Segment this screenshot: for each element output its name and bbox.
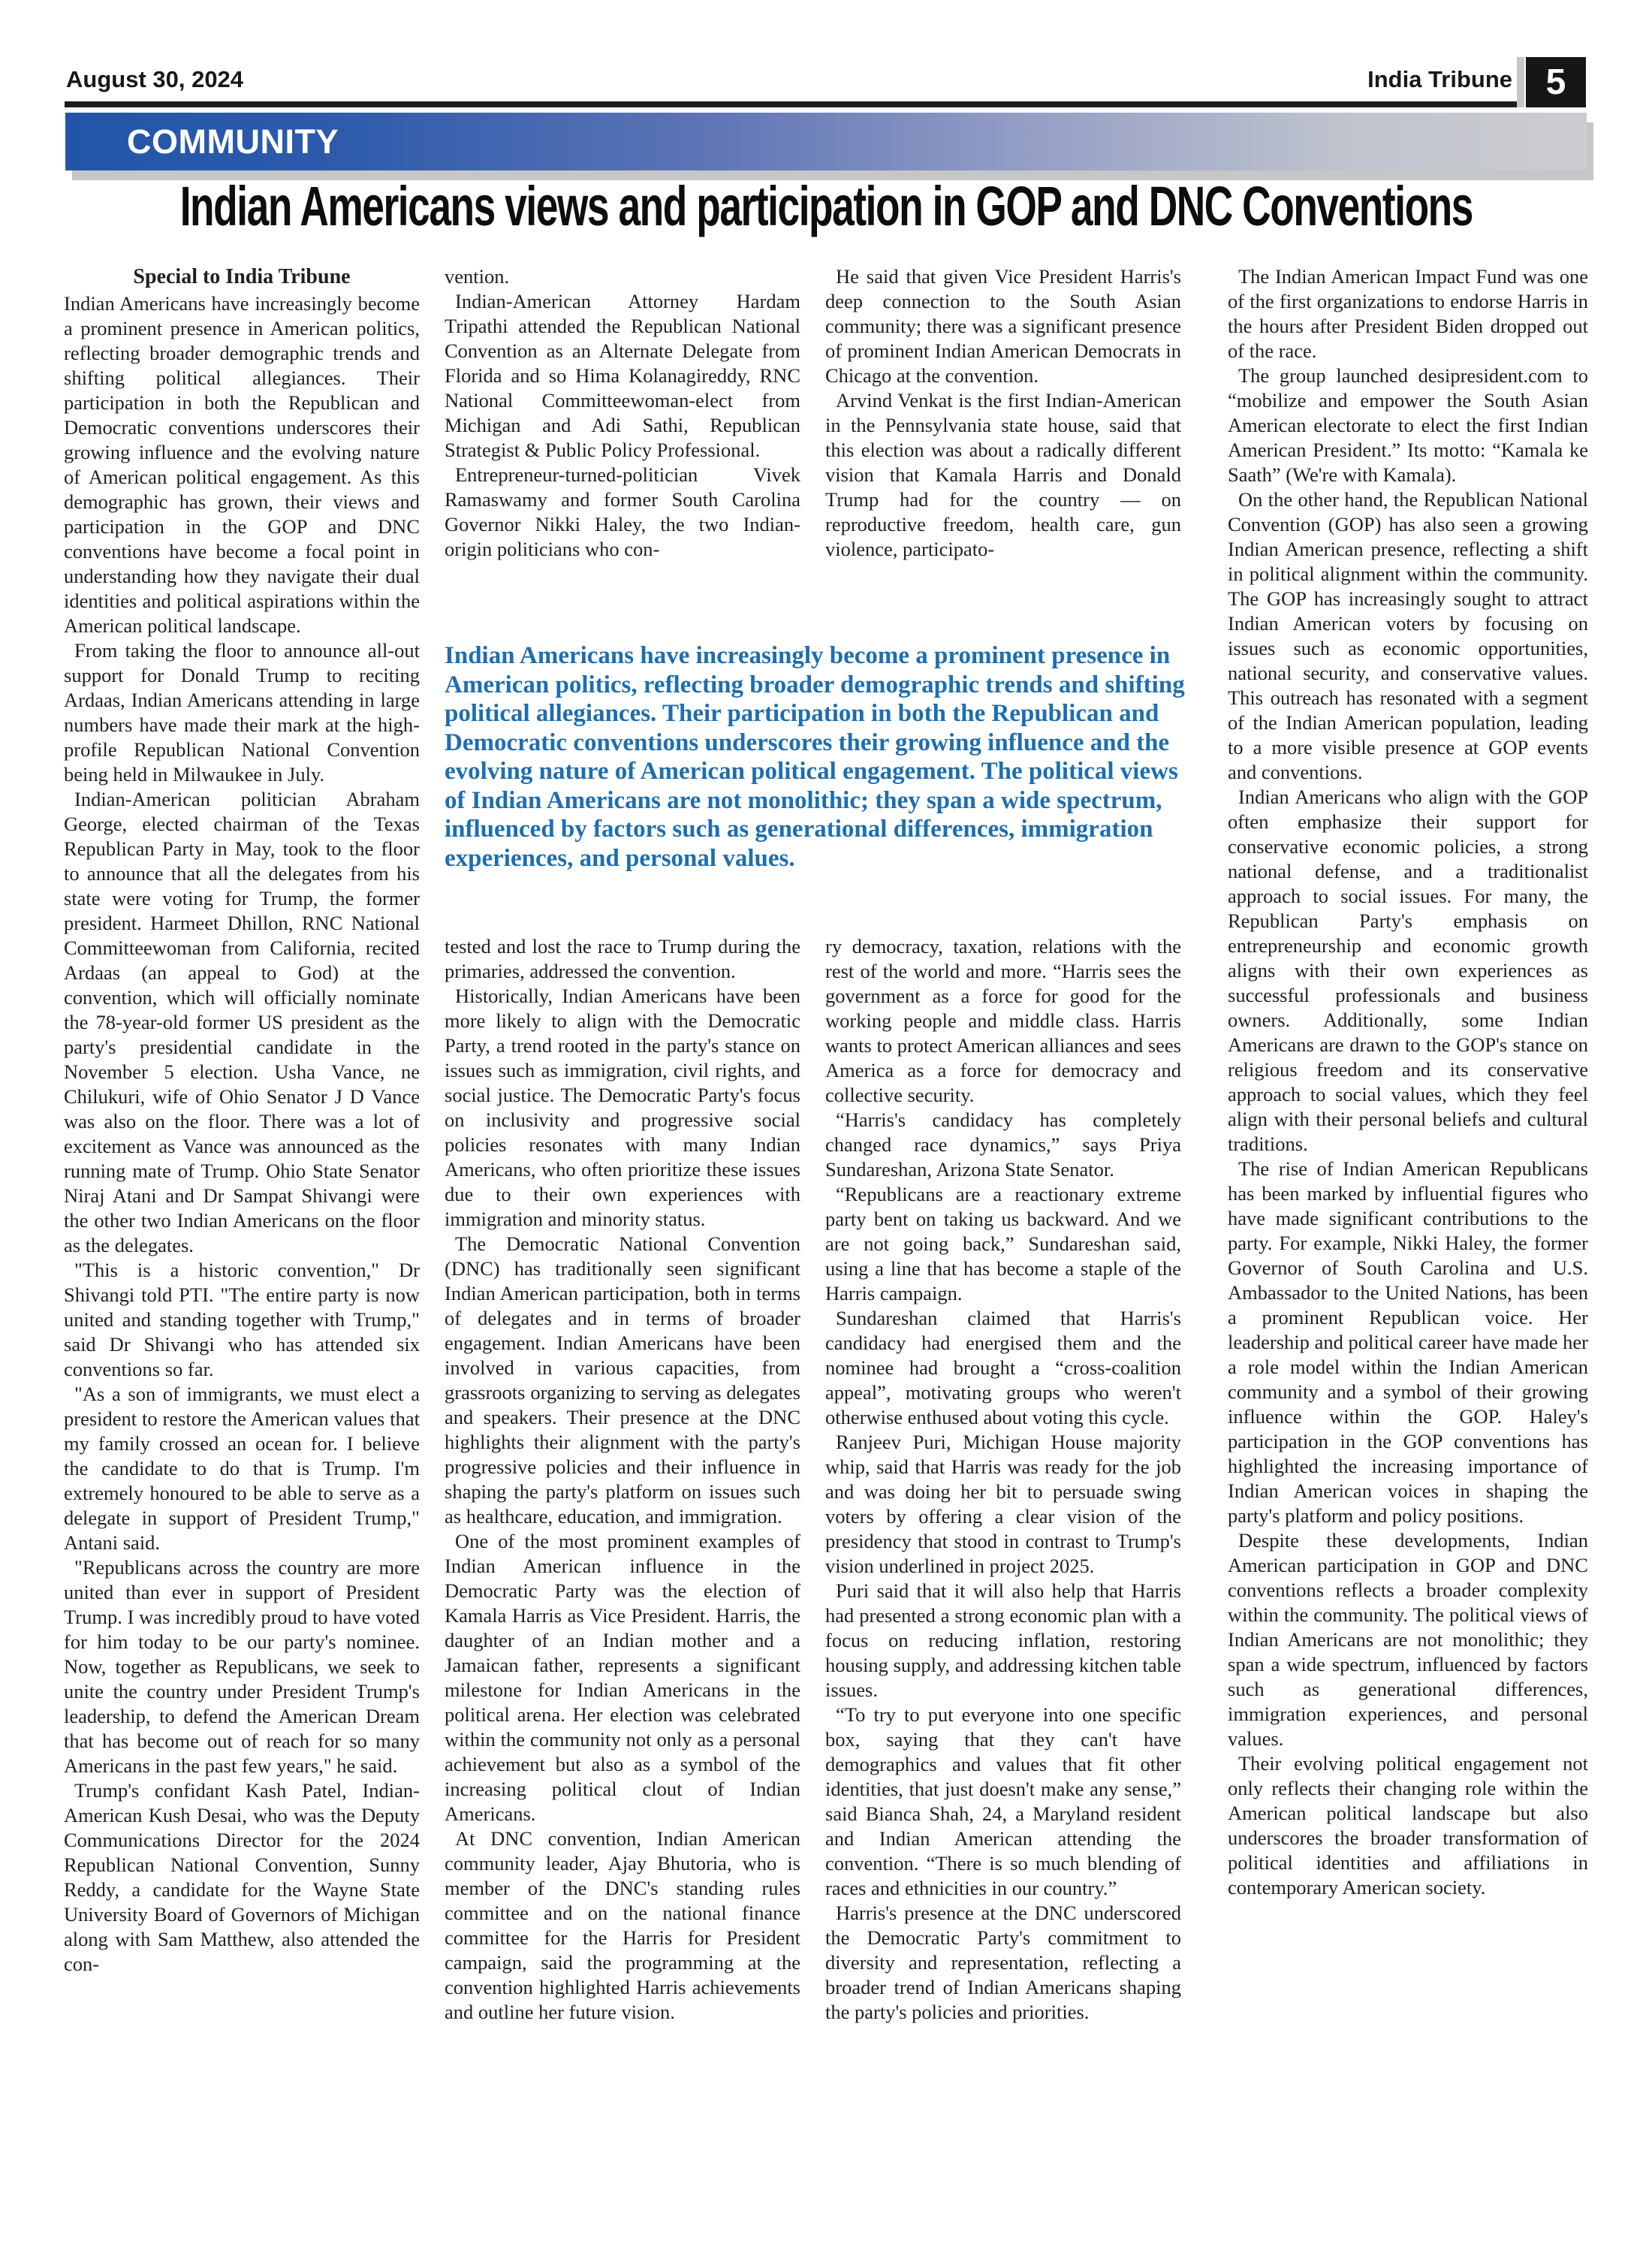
column-1-text [64, 291, 420, 1977]
paragraph: The group launched desipresident.com to “mobilize and empower the South Asian American electorate to elect the first Indian American President.” Its motto: “Kamala ke Saath” (We're with Kamala). [1228, 364, 1588, 486]
paragraph: Sundareshan claimed that Harris's candidacy had energised them and the nominee had brought a “cross-coalition appeal”, motivating groups who weren't otherwise enthused about voting this cycle. [825, 1307, 1181, 1428]
section-banner [65, 113, 1587, 170]
page-number: 5 [1545, 62, 1566, 102]
paragraph: On the other hand, the Republican National Convention (GOP) has also seen a growing Indian American presence, reflecting a shift in political alignment within the community. The GOP has increasingly sought to attract Indian American voters by focusing on issues such as economic opportunities, national security, and conservative values. This outreach has resonated with a segment of the Indian American population, leading to a more visible presence at GOP events and conventions. [1228, 488, 1588, 783]
paragraph: “Republicans are a reactionary extreme party bent on taking us backward. And we are not going back,” Sundareshan said, using a line that has become a staple of the Harris campaign. [825, 1183, 1181, 1304]
paragraph: The rise of Indian American Republicans has been marked by influential figures who have made significant contributions to the party. For example, Nikki Haley, the former Governor of South Carolina and U.S. Ambassador to the United Nations, has been a prominent Republican voice. Her leadership and political career have made her a role model within the Indian American community and a symbol of their growing influence within the GOP. Haley's participation in the GOP conventions has highlighted the increasing importance of Indian American voices in shaping the party's platform and policy positions. [1228, 1157, 1588, 1527]
dateline: August 30, 2024 [66, 66, 244, 92]
paragraph: Indian-American Attorney Hardam Tripathi attended the Republican National Convention as an Alternate Delegate from Florida and so Hima Kolanagireddy, RNC National Committeewoman-elect from Michigan and Adi Sathi, Republican Strategist & Public Policy Professional. [445, 290, 800, 461]
headline-text: Indian Americans views and participation in GOP and DNC Conventions [179, 175, 1473, 237]
paragraph: At DNC convention, Indian American community leader, Ajay Bhutoria, who is member of the DNC's standing rules committee and on the national finance committee for the Harris for President campaign, said the programming at the convention highlighted Harris achievements and outline her future vision. [445, 1827, 800, 2023]
paragraph: Arvind Venkat is the first Indian-American in the Pennsylvania state house, said that this election was about a radically different vision that Kamala Harris and Donald Trump had for the country — on reproductive freedom, health care, gun violence, participato- [825, 389, 1181, 560]
paragraph: Puri said that it will also help that Harris had presented a strong economic plan with a focus on reducing inflation, restoring housing supply, and addressing kitchen table issues. [825, 1579, 1181, 1701]
paragraph: tested and lost the race to Trump during the primaries, addressed the convention. [445, 935, 800, 982]
masthead: India Tribune [1367, 66, 1512, 92]
paragraph: Harris's presence at the DNC underscored the Democratic Party's commitment to diversity and representation, reflecting a broader trend of Indian Americans shaping the party's policies and priorities. [825, 1902, 1181, 2023]
paragraph: One of the most prominent examples of Indian American influence in the Democratic Party was the election of Kamala Harris as Vice President. Harris, the daughter of an Indian mother and a Jamaican father, represents a significant milestone for Indian Americans in the political arena. Her election was celebrated within the community not only as a personal achievement but also as a symbol of the increasing political clout of Indian Americans. [445, 1530, 800, 1825]
column-2-top [445, 264, 800, 638]
page-number-separator [1517, 57, 1524, 107]
column-3-top [825, 264, 1181, 638]
paragraph: "As a son of immigrants, we must elect a president to restore the American values that my family crossed an ocean for. I believe the candidate to do that is Trump. I'm extremely honoured to be able to serve as a delegate in support of President Trump," Antani said. [64, 1383, 420, 1554]
paragraph: "Republicans across the country are more united than ever in support of President Trump. I was incredibly proud to have voted for him today to be our party's nominee. Now, together as Republicans, we seek to unite the country under President Trump's leadership, to defend the American Dream that has become out of reach for so many Americans in the past few years," he said. [64, 1556, 420, 1777]
paragraph: “Harris's candidacy has completely changed race dynamics,” says Priya Sundareshan, Arizona State Senator. [825, 1108, 1181, 1181]
paragraph: Entrepreneur-turned-politician Vivek Ramaswamy and former South Carolina Governor Nikki Haley, the two Indian-origin politicians who con- [445, 463, 800, 560]
headline [64, 177, 1588, 236]
column-3-bottom [825, 934, 1181, 2233]
paragraph: The Democratic National Convention (DNC) has traditionally seen significant Indian American participation, both in terms of delegates and in terms of broader engagement. Indian Americans have been involved in various capacities, from grassroots organizing to serving as delegates and speakers. Their presence at the DNC highlights their alignment with the party's progressive policies and their influence in shaping the party's platform on issues such as healthcare, education, and immigration. [445, 1232, 800, 1528]
page-number-box [1526, 57, 1586, 107]
paragraph: Trump's confidant Kash Patel, Indian-American Kush Desai, who was the Deputy Communications Director for the 2024 Republican National Convention, Sunny Reddy, a candidate for the Wayne State University Board of Governors of Michigan along with Sam Matthew, also attended the con- [64, 1779, 420, 1975]
paragraph: “To try to put everyone into one specific box, saying that they can't have demographics and values that fit other identities, that just doesn't make any sense,” said Bianca Shah, 24, a Maryland resident and Indian American attending the convention. “There is so much blending of races and ethnicities in our country.” [825, 1703, 1181, 1899]
paragraph: Ranjeev Puri, Michigan House majority whip, said that Harris was ready for the job and was doing her bit to persuade swing voters by offering a clear vision of the presidency that stood in contrast to Trump's vision underlined in project 2025. [825, 1431, 1181, 1577]
paragraph: Indian-American politician Abraham George, elected chairman of the Texas Republican Party in May, took to the floor to announce that all the delegates from his state were voting for Trump, the former president. Harmeet Dhillon, RNC National Committeewoman from California, recited Ardaas (an appeal to God) at the convention, which will officially nominate the 78-year-old former US president as the party's presidential candidate in the November 5 election. Usha Vance, ne Chilukuri, wife of Ohio Senator J D Vance was also on the floor. There was a lot of excitement as Vance was announced as the running mate of Trump. Ohio State Senator Niraj Atani and Dr Sampat Shivangi were the other two Indian Americans on the floor as the delegates. [64, 788, 420, 1256]
paragraph: Indian Americans who align with the GOP often emphasize their support for conservative economic policies, a strong national defense, and a traditionalist approach to social issues. For many, the Republican Party's emphasis on entrepreneurship and economic growth aligns with their own experiences as successful professionals and business owners. Additionally, some Indian Americans are drawn to the GOP's stance on religious freedom and its conservative approach to social values, which they feel align with their personal beliefs and cultural traditions. [1228, 786, 1588, 1155]
paragraph: Despite these developments, Indian American participation in GOP and DNC conventions reflects a broader complexity within the community. The political views of Indian Americans are not monolithic; they span a wide spectrum, influenced by factors such as generational differences, immigration experiences, and personal values. [1228, 1529, 1588, 1750]
column-1 [64, 264, 420, 2224]
paragraph: Historically, Indian Americans have been more likely to align with the Democratic Party, a trend rooted in the party's stance on issues such as immigration, civil rights, and social justice. The Democratic Party's focus on inclusivity and progressive social policies resonates with many Indian Americans, who often prioritize these issues due to their own experiences with immigration and minority status. [445, 985, 800, 1230]
byline: Special to India Tribune [133, 265, 351, 288]
paragraph: Indian Americans have increasingly become a prominent presence in American politics, reflecting broader demographic trends and shifting political allegiances. Their participation in both the Republican and Democratic conventions underscores their growing influence and the evolving nature of American political engagement. As this demographic has grown, their views and participation in the GOP and DNC conventions have become a focal point in understanding how they navigate their dual identities and political aspirations within the American political landscape. [64, 292, 420, 637]
pull-quote: Indian Americans have increasingly become a prominent presence in American politics, reflecting broader demographic trends and shifting political allegiances. Their participation in both the Republican and Democratic conventions underscores their growing influence and the evolving nature of American political engagement. The political views of Indian Americans are not monolithic; they span a wide spectrum, influenced by factors such as generational differences, immigration experiences, and personal values. [445, 642, 1185, 872]
paragraph: vention. [445, 265, 510, 288]
column-2-bottom [445, 934, 800, 2233]
paragraph: The Indian American Impact Fund was one of the first organizations to endorse Harris in the hours after President Biden dropped out of the race. [1228, 265, 1588, 362]
header-rule [65, 101, 1518, 107]
paragraph: "This is a historic convention," Dr Shivangi told PTI. "The entire party is now united and standing together with Trump," said Dr Shivangi who has attended six conventions so far. [64, 1259, 420, 1380]
paragraph: From taking the floor to announce all-out support for Donald Trump to reciting Ardaas, Indian Americans attending in large numbers have made their mark at the high-profile Republican National Convention being held in Milwaukee in July. [64, 639, 420, 786]
section-title: COMMUNITY [127, 122, 339, 161]
paragraph: Their evolving political engagement not only reflects their changing role within the American political landscape but also underscores the broader transformation of political identities and affiliations in contemporary American society. [1228, 1752, 1588, 1899]
paragraph: ry democracy, taxation, relations with the rest of the world and more. “Harris sees the government as a force for good for the working people and middle class. Harris wants to protect American alliances and sees America as a force for democracy and collective security. [825, 935, 1181, 1106]
column-4 [1228, 264, 1588, 2224]
paragraph: He said that given Vice President Harris's deep connection to the South Asian community; there was a significant presence of prominent Indian American Democrats in Chicago at the convention. [825, 265, 1181, 387]
